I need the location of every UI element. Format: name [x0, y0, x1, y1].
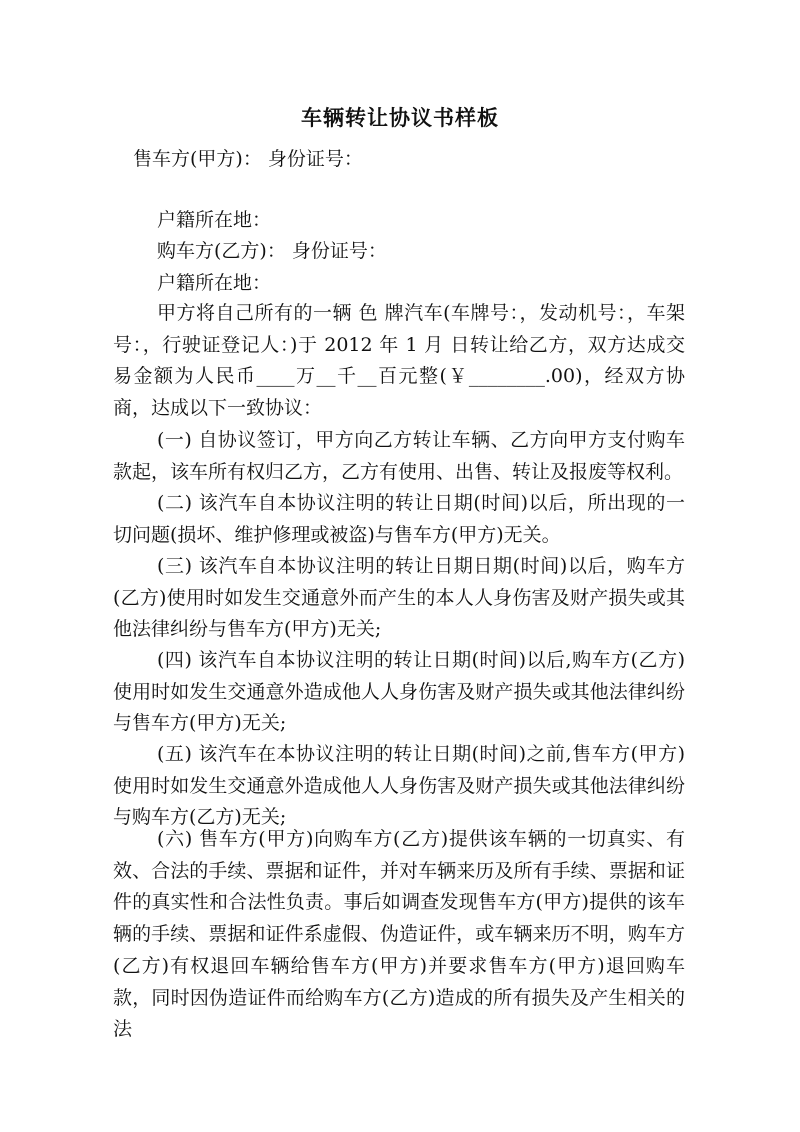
seller-address-line: 户籍所在地：	[157, 209, 272, 231]
buyer-line: 购车方(乙方)： 身份证号：	[157, 240, 387, 262]
clause-4: (四) 该汽车自本协议注明的转让日期(时间)以后,购车方(乙方)使用时如发生交通意外造成他人人身伤害及财产损失或其他法律纠纷与售车方(甲方)无关;	[113, 649, 685, 734]
clause-3: (三) 该汽车自本协议注明的转让日期日期(时间)以后，购车方(乙方)使用时如发生交通意外而产生的本人人身伤害及财产损失或其他法律纠纷与售车方(甲方)无关;	[113, 555, 685, 640]
clause-2: (二) 该汽车自本协议注明的转让日期(时间)以后，所出现的一切问题(损坏、维护修理或被盗)与售车方(甲方)无关。	[113, 492, 685, 546]
clause-1: (一) 自协议签订，甲方向乙方转让车辆、乙方向甲方支付购车款起，该车所有权归乙方，乙方有使用、出售、转让及报废等权利。	[113, 429, 685, 483]
clause-5: (五) 该汽车在本协议注明的转让日期(时间)之前,售车方(甲方)使用时如发生交通意外造成他人人身伤害及财产损失或其他法律纠纷与购车方(乙方)无关;	[113, 743, 685, 828]
seller-line: 售车方(甲方)： 身份证号：	[133, 148, 363, 170]
clause-6: (六) 售车方(甲方)向购车方(乙方)提供该车辆的一切真实、有效、合法的手续、票据和证件，并对车辆来历及所有手续、票据和证件的真实性和合法性负责。事后如调查发现售车方(甲方)提供的该车辆的手续、票据和证件系虚假、伪造证件，或车辆来历不明，购车方(乙方)有权退回车辆给售车方(甲方)并要求售车方(甲方)退回购车款，同时因伪造证件而给购车方(乙方)造成的所有损失及产生相关的法	[113, 828, 685, 1041]
buyer-address-line: 户籍所在地：	[157, 272, 272, 294]
document-title: 车辆转让协议书样板	[301, 105, 499, 130]
intro-paragraph: 甲方将自己所有的一辆 色 牌汽车(车牌号：，发动机号：，车架号：，行驶证登记人：)于 2012 年 1 月 日转让给乙方，双方达成交易金额为人民币____万__千__百元整(￥________.00)，经双方协商，达成以下一致协议：	[113, 302, 685, 419]
